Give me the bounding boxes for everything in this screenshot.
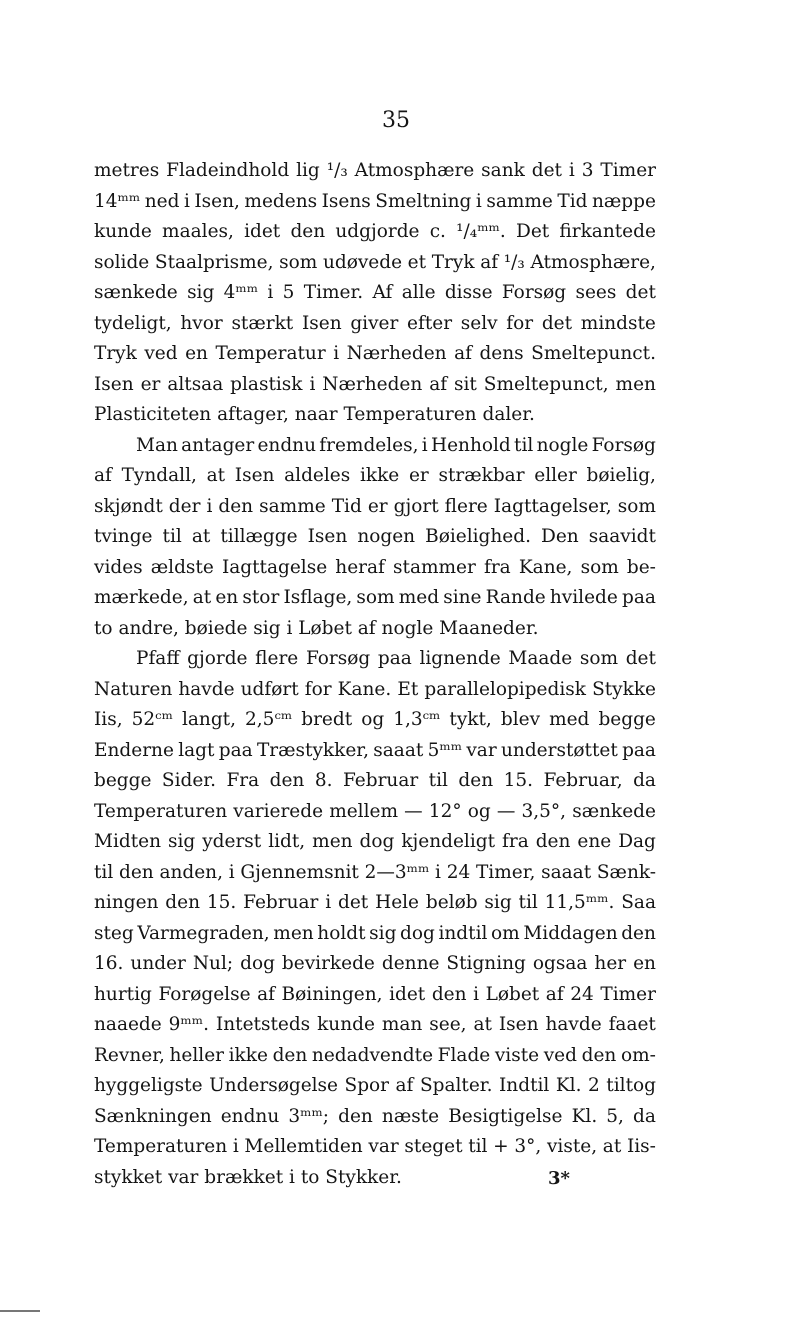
text-line: mærkede, at en stor Isflage, som med sine Rande hvilede paa bbox=[94, 587, 656, 608]
text-line: ningen den 15. Februar i det Hele beløb sig til 11,5ᵐᵐ. Saa bbox=[94, 892, 656, 913]
text-line: Midten sig yderst lidt, men dog kjendeligt fra den ene Dag bbox=[94, 831, 656, 852]
text-line: Pfaff gjorde flere Forsøg paa lignende Maade som det bbox=[136, 648, 656, 669]
text-line: Temperaturen varierede mellem — 12° og — 3,5°, sænkede bbox=[94, 800, 656, 822]
text-line: metres Fladeindhold lig ¹/₃ Atmosphære sank det i 3 Timer bbox=[94, 160, 656, 181]
text-line: sænkede sig 4ᵐᵐ i 5 Timer. Af alle disse Forsøg sees det bbox=[94, 282, 656, 303]
paragraph-1 bbox=[94, 156, 656, 431]
text-line: Sænkningen endnu 3ᵐᵐ; den næste Besigtigelse Kl. 5, da bbox=[94, 1105, 656, 1127]
text-line: 16. under Nul; dog bevirkede denne Stigning ogsaa her en bbox=[94, 953, 656, 974]
signature-mark: 3* bbox=[548, 1168, 570, 1189]
text-line: kunde maales, idet den udgjorde c. ¹/₄ᵐᵐ. Det firkantede bbox=[94, 221, 656, 242]
text-line: til den anden, i Gjennemsnit 2—3ᵐᵐ i 24 Timer, saaat Sænk- bbox=[94, 861, 656, 883]
text-line: Enderne lagt paa Træstykker, saaat 5ᵐᵐ var understøttet paa bbox=[94, 739, 656, 761]
text-line: begge Sider. Fra den 8. Februar til den 15. Februar, da bbox=[94, 770, 656, 791]
text-line: naaede 9ᵐᵐ. Intetsteds kunde man see, at Isen havde faaet bbox=[94, 1014, 656, 1035]
text-line: steg Varmegraden, men holdt sig dog indtil om Middagen den bbox=[94, 922, 656, 944]
text-line: af Tyndall, at Isen aldeles ikke er strækbar eller bøielig, bbox=[94, 465, 656, 486]
text-line: Naturen havde udført for Kane. Et parallelopipedisk Stykke bbox=[94, 678, 656, 700]
text-line: Tryk ved en Temperatur i Nærheden af dens Smeltepunct. bbox=[94, 343, 656, 364]
page-number: 35 bbox=[382, 108, 410, 133]
text-line: hyggeligste Undersøgelse Spor af Spalter. Indtil Kl. 2 tiltog bbox=[94, 1075, 656, 1096]
text-line: 14ᵐᵐ ned i Isen, medens Isens Smeltning i samme Tid næppe bbox=[94, 190, 656, 212]
text-line: Temperaturen i Mellemtiden var steget til + 3°, viste, at Iis- bbox=[94, 1136, 656, 1157]
text-line: to andre, bøiede sig i Løbet af nogle Maaneder. bbox=[94, 617, 539, 639]
text-line: vides ældste Iagttagelse heraf stammer fra Kane, som be- bbox=[94, 556, 656, 578]
text-line: hurtig Forøgelse af Bøiningen, idet den i Løbet af 24 Timer bbox=[94, 983, 656, 1005]
text-line: Revner, heller ikke den nedadvendte Flade viste ved den om- bbox=[94, 1044, 656, 1066]
scan-artifact bbox=[0, 1310, 40, 1312]
text-line: tydeligt, hvor stærkt Isen giver efter selv for det mindste bbox=[94, 312, 656, 334]
paragraph-2 bbox=[94, 431, 656, 645]
text-line: Plasticiteten aftager, naar Temperaturen daler. bbox=[94, 404, 535, 425]
text-line: tvinge til at tillægge Isen nogen Bøielighed. Den saavidt bbox=[94, 526, 656, 547]
text-line: Iis, 52ᶜᵐ langt, 2,5ᶜᵐ bredt og 1,3ᶜᵐ tykt, blev med begge bbox=[94, 709, 656, 730]
text-line: Isen er altsaa plastisk i Nærheden af sit Smeltepunct, men bbox=[94, 373, 656, 395]
paragraph-3 bbox=[94, 644, 656, 1193]
text-line: skjøndt der i den samme Tid er gjort flere Iagttagelser, som bbox=[94, 495, 656, 517]
text-line: solide Staalprisme, som udøvede et Tryk af ¹/₃ Atmosphære, bbox=[94, 251, 656, 273]
text-line: Man antager endnu fremdeles, i Henhold til nogle Forsøg bbox=[136, 434, 656, 456]
text-line: stykket var brækket i to Stykker. bbox=[94, 1166, 402, 1188]
